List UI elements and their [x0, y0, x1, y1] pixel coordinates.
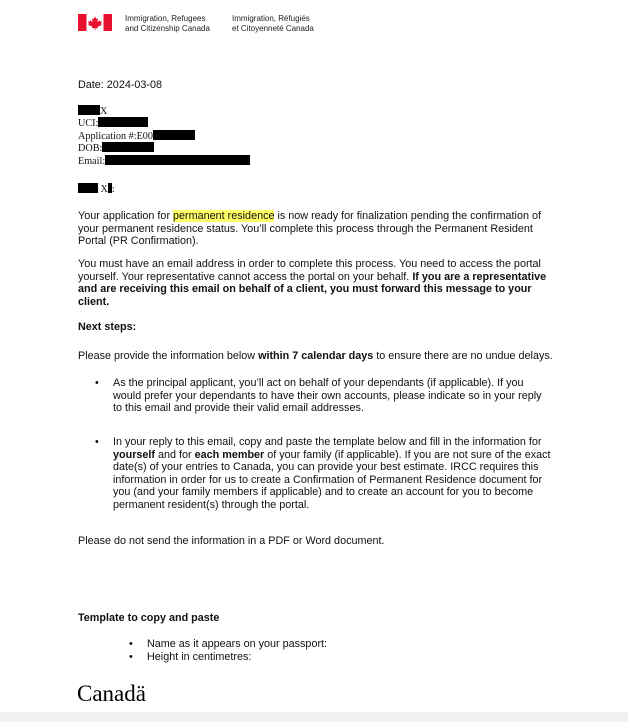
list-item: • As the principal applicant, you’ll act on behalf of your dependants (if applicable). If you would prefer your dependants to have their own accounts, please indicate so in your reply to this email and provide their valid email addresses. — [113, 377, 553, 415]
template-heading: Template to copy and paste — [78, 612, 220, 624]
department-name-french — [232, 14, 314, 33]
department-name-english — [125, 14, 210, 33]
checklist-item: • Name as it appears on your passport: — [147, 638, 327, 651]
redaction-bar — [98, 117, 148, 127]
dob-line: DOB: — [78, 142, 250, 154]
paragraph-email-requirement: You must have an email address in order to complete this process. You need to access the portal yourself. Your representative cannot access the portal on your behalf. If you are a representative and are receiving this email on behalf of a client, you must forward this message to your client. — [78, 258, 547, 308]
recipient-name-line: X — [78, 105, 250, 117]
dept-en-line1: Immigration, Refugees — [125, 14, 206, 23]
template-checklist — [147, 638, 327, 663]
application-number-line: Application #:E00 — [78, 130, 250, 142]
uci-line: UCI: — [78, 117, 250, 129]
dept-en-line2: and Citizenship Canada — [125, 23, 210, 33]
paragraph-ready-for-finalization: Your application for permanent residence is now ready for finalization pending the confirmation of your permanent residence status. You’ll complete this process through the Permanent Resident Portal (PR Confirmation). — [78, 210, 541, 248]
redaction-bar — [78, 105, 100, 115]
highlighted-text: permanent residence — [173, 210, 275, 222]
redaction-bar — [153, 130, 195, 140]
email-line: Email: — [78, 155, 250, 167]
recipient-block — [78, 105, 250, 167]
dept-fr-line2: et Citoyenneté Canada — [232, 23, 314, 33]
dept-fr-line1: Immigration, Réfugiés — [232, 14, 310, 23]
next-steps-heading: Next steps: — [78, 321, 137, 333]
page-bottom-edge — [0, 712, 628, 722]
bullet-list — [113, 436, 553, 512]
checklist-item: • Height in centimetres: — [147, 651, 327, 664]
paragraph-provide-info: Please provide the information below within 7 calendar days to ensure there are no undue delays. — [78, 350, 553, 362]
redaction-bar — [105, 155, 250, 165]
list-item: • In your reply to this email, copy and paste the template below and fill in the information for yourself and for each member of your family (if applicable). If you are not sure of the exact date(s) of your entries to Canada, you can provide your best estimate. IRCC requires this information in order for us to create a Confirmation of Permanent Residence document for you (and your family members if applicable) and to create an account for you to become permanent resident(s) through the portal. — [113, 436, 553, 512]
paragraph-no-pdf: Please do not send the information in a PDF or Word document. — [78, 535, 385, 547]
salutation: X : — [78, 183, 115, 195]
canada-wordmark: Canadä — [77, 681, 146, 706]
letter-date: Date: 2024-03-08 — [78, 79, 163, 91]
redaction-bar — [102, 142, 154, 152]
redaction-bar — [78, 183, 98, 193]
canada-flag-icon — [78, 14, 112, 31]
bullet-list — [113, 377, 553, 415]
